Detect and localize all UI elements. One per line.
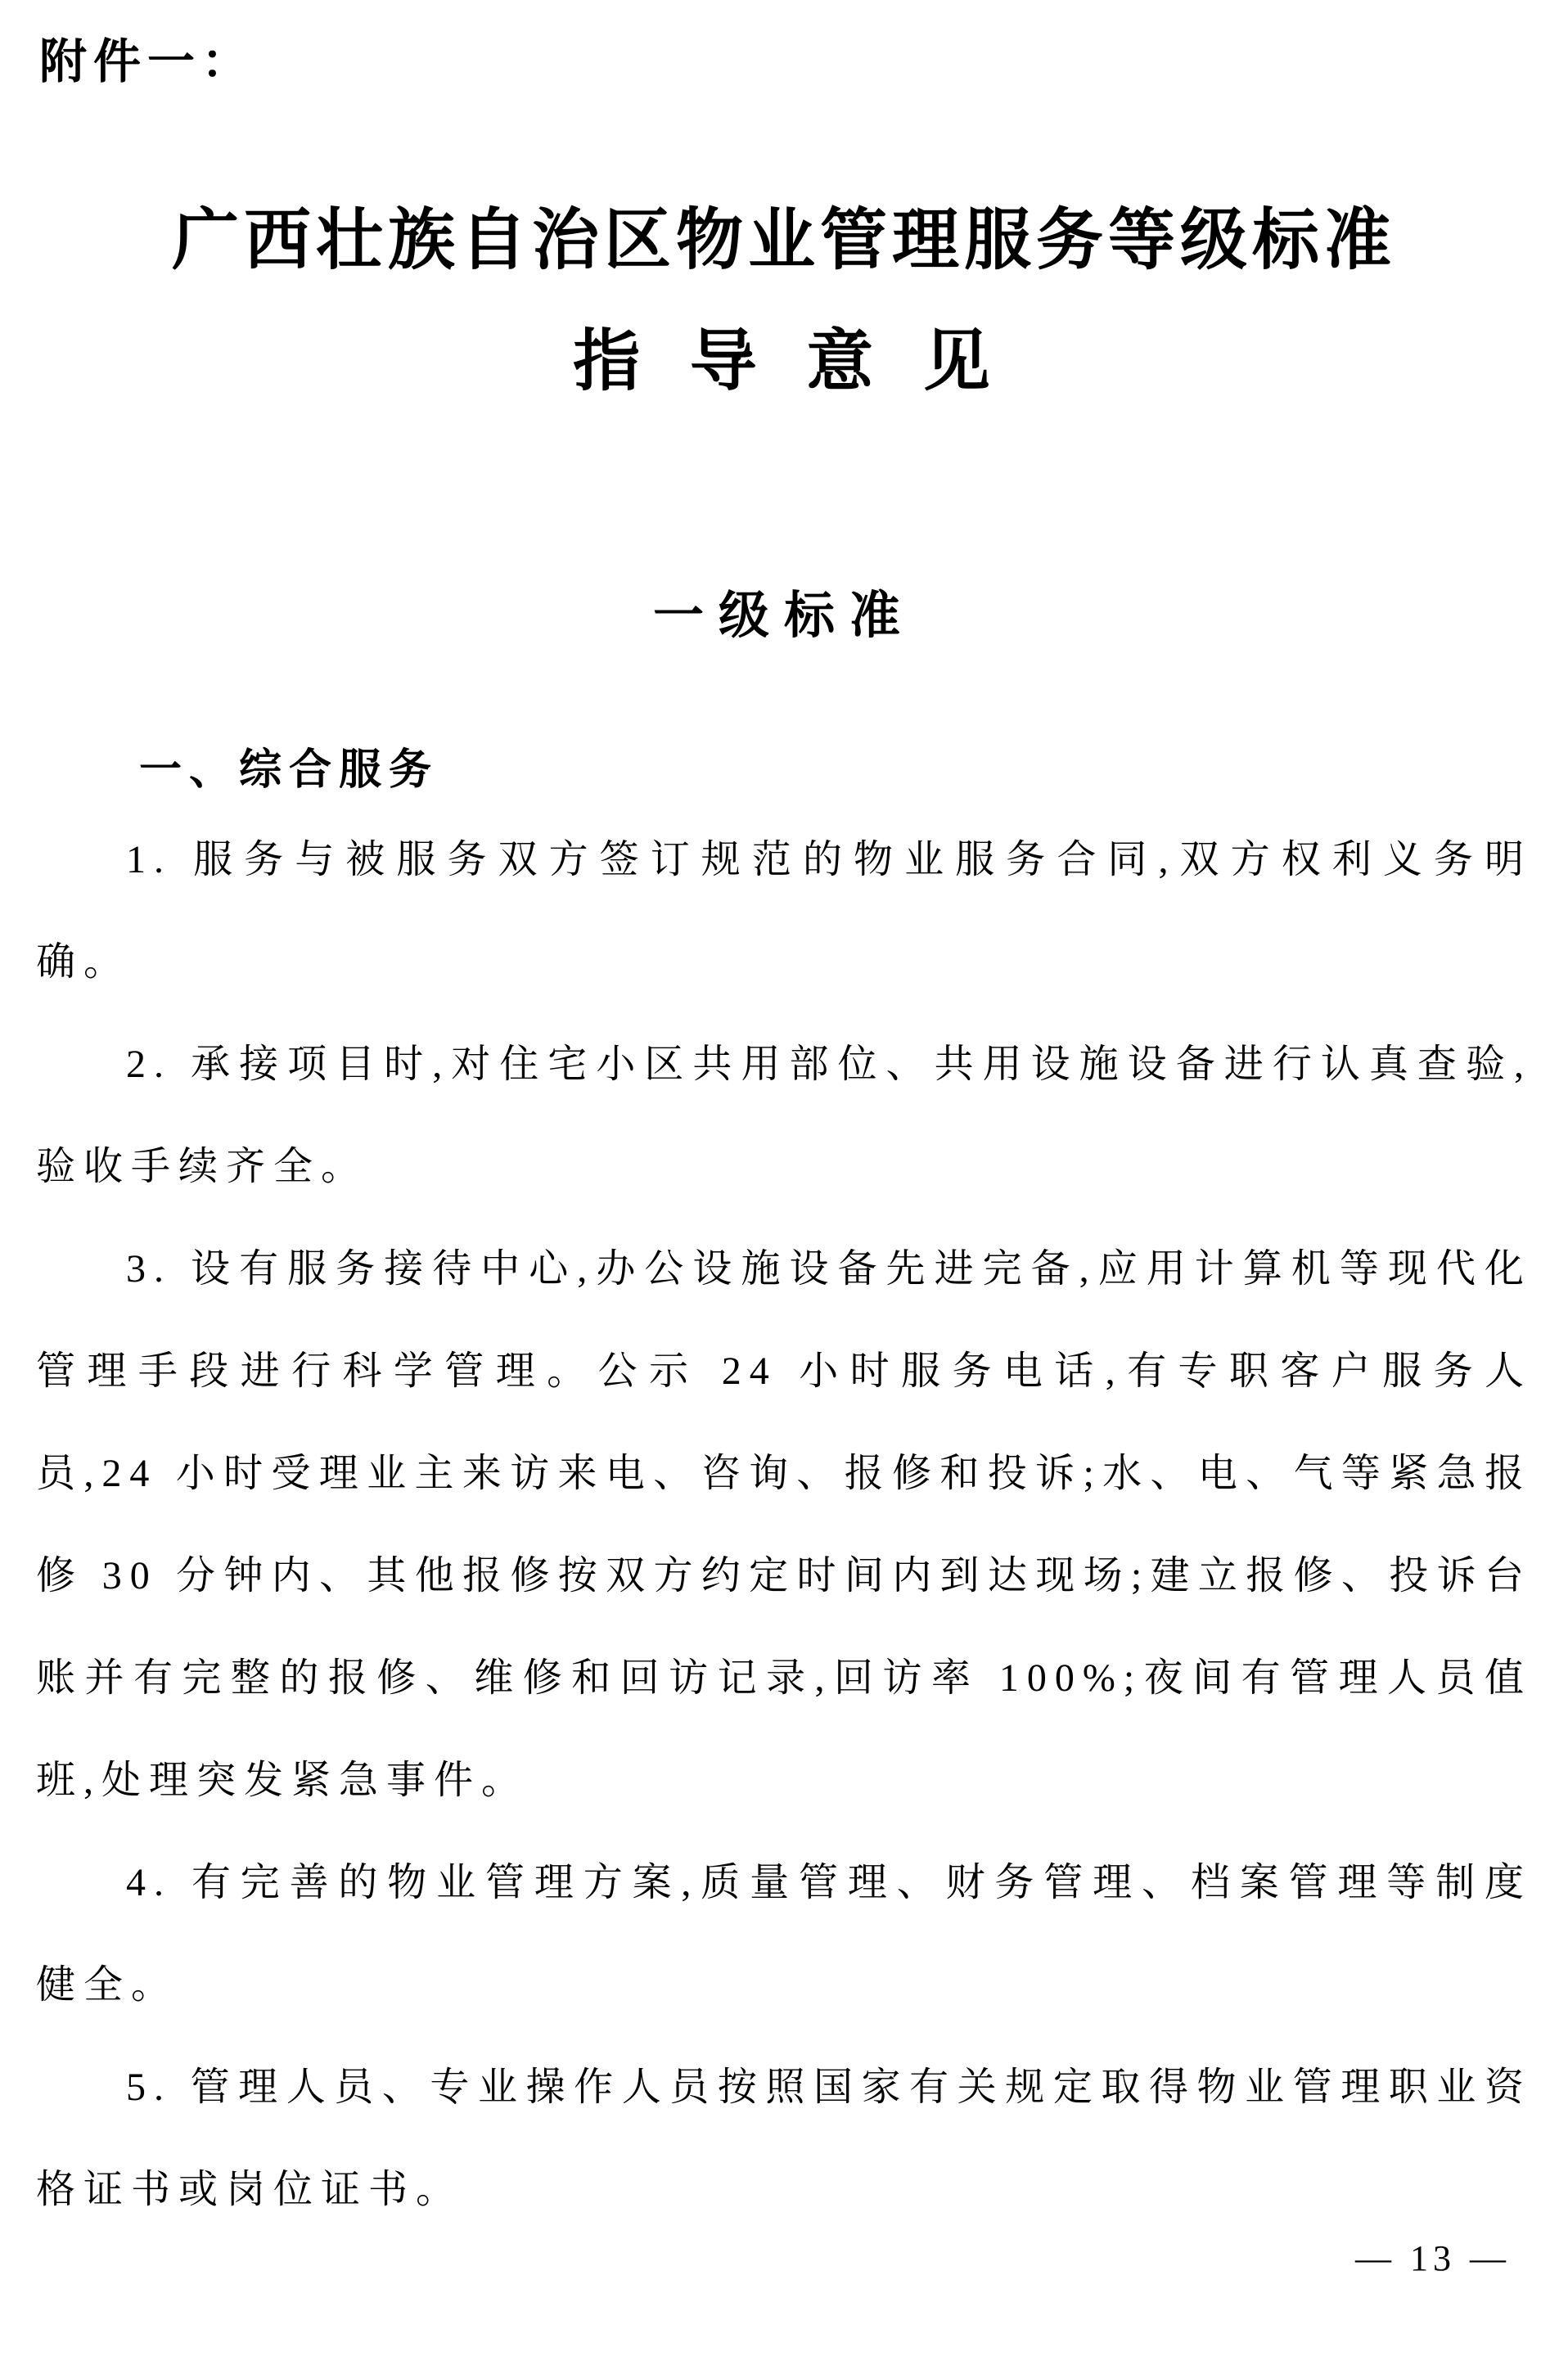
paragraph-item-5: 5. 管理人员、专业操作人员按照国家有关规定取得物业管理职业资格证书或岗位证书。 (36, 2066, 1532, 2211)
page-number: — 13 — (1355, 2238, 1511, 2278)
document-title-line2: 指 导 意 见 (573, 324, 995, 399)
attachment-label: 附件一： (39, 35, 256, 88)
paragraph-item-3: 3. 设有服务接待中心,办公设施设备先进完备,应用计算机等现代化管理手段进行科学管理。公示 24 小时服务电话,有专职客户服务人员,24 小时受理业主来访来电、咨询、报修和投诉;水、电、气等紧急报修 30 分钟内、其他报修按双方约定时间内到达现场;建立报修、投诉台账并有完整的报修、维修和回访记录,回访率 100%;夜间有管理人员值班,处理突发紧急事件。 (36, 1247, 1532, 1802)
document-title-line1: 广西壮族自治区物业管理服务等级标准 (171, 203, 1396, 277)
paragraph-item-2: 2. 承接项目时,对住宅小区共用部位、共用设施设备进行认真查验,验收手续齐全。 (36, 1043, 1532, 1188)
paragraph-item-1: 1. 服务与被服务双方签订规范的物业服务合同,双方权利义务明确。 (36, 838, 1532, 984)
section-heading-comprehensive-service: 一、综合服务 (139, 746, 439, 794)
paragraph-item-4: 4. 有完善的物业管理方案,质量管理、财务管理、档案管理等制度健全。 (36, 1861, 1532, 2007)
document-body (36, 809, 1532, 2241)
level-one-standard-heading: 一级标准 (652, 588, 915, 644)
